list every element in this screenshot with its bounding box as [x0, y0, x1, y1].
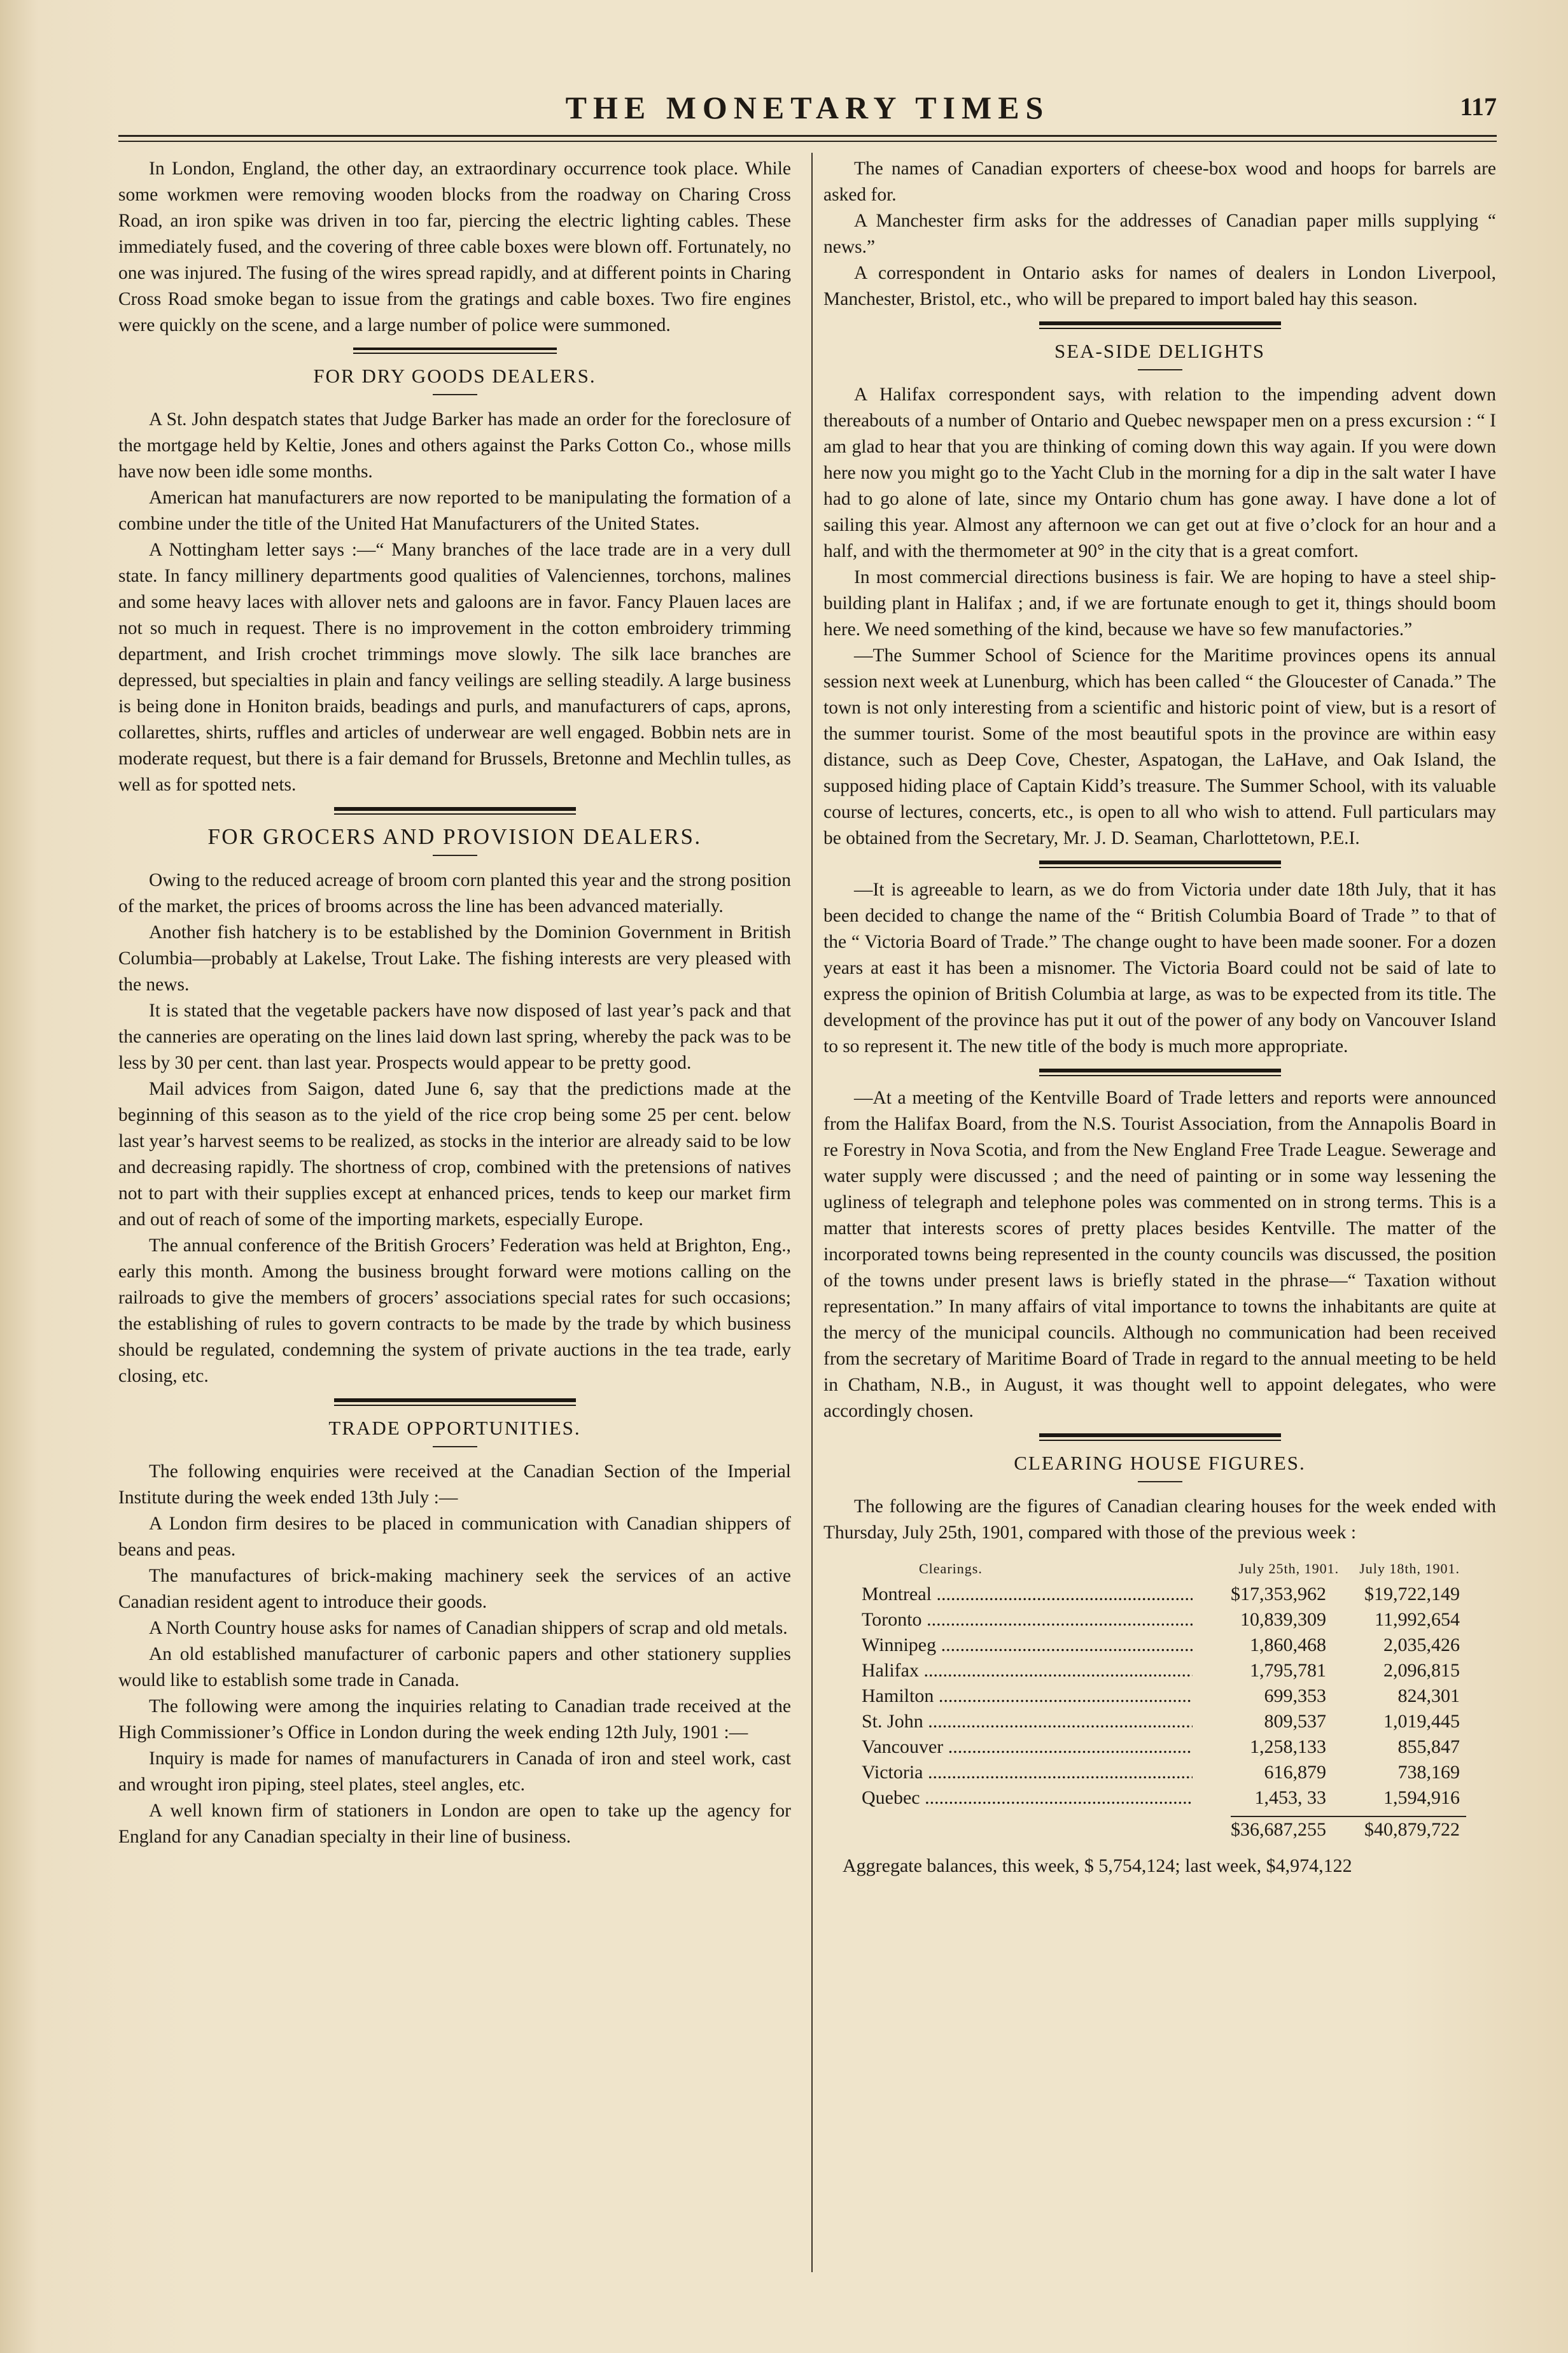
paragraph: Owing to the reduced acreage of broom corn planted this year and the strong position of the market, the prices of brooms across the line has been advanced materially.	[118, 870, 791, 917]
paragraph: The annual conference of the British Grocers’ Federation was held at Brighton, Eng., early this month. Among the business brought forward were motions calling on the railroads to give the members of grocers’ associations special rates for such occasions; the establishing of rules to govern contracts to be made by the trade by which business should be regulated, condemning the system of private auctions in the tea trade, early closing, etc.	[118, 1235, 791, 1386]
value-previous: $19,722,149	[1364, 1584, 1460, 1605]
city-name: St. John .....	[862, 1709, 1193, 1734]
left-column	[118, 156, 791, 1850]
paragraph: American hat manufacturers are now reported to be manipulating the formation of a combine under the title of the United Hat Manufacturers of the United States.	[118, 488, 791, 534]
heading-dash	[433, 855, 477, 856]
value-previous: 824,301	[1397, 1685, 1460, 1706]
total-current: $36,687,255	[1231, 1819, 1326, 1840]
paragraph: A London firm desires to be placed in communication with Canadian shippers of beans and peas.	[118, 1514, 791, 1560]
section-rule	[1039, 321, 1281, 329]
value-previous: 855,847	[1397, 1736, 1460, 1757]
publication-title: THE MONETARY TIMES	[565, 90, 1050, 125]
table-row	[862, 1607, 1460, 1633]
table-row	[862, 1582, 1460, 1607]
paragraph: A Nottingham letter says :—“ Many branches of the lace trade are in a very dull state. In fancy millinery departments good qualities of Valenciennes, torchons, malines and some heavy laces with allover nets and galoons are in favor. Fancy Plauen laces are not so much in request. There is no improvement in the cotton embroidery trimming department, and Irish crochet trimmings move slowly. The silk lace branches are depressed, but specialties in plain and fancy veilings are selling steadily. A large business is being done in Honiton braids, beadings and purls, and manufacturers of caps, aprons, collarettes, shirts, ruffles and articles of underwear are well engaged. Bobbin nets are in moderate request, but there is a fair demand for Brussels, Bretonne and Mechlin tulles, as well as for spotted nets.	[118, 540, 791, 795]
city-name: Victoria .....	[862, 1760, 1193, 1785]
heading-dash	[1138, 369, 1182, 370]
table-row	[862, 1658, 1460, 1683]
masthead	[118, 89, 1497, 127]
paragraph: A Halifax correspondent says, with relation to the impending advent down thereabouts of a number of Ontario and Quebec newspaper men on a press excursion : “ I am glad to hear that you are thinking of coming down this way again. If you were down here now you might go to the Yacht Club in the morning for a dip in the salt water I have had to go alone of late, since my Ontario chum has gone away. I have done a lot of sailing this year. Almost any afternoon we can get out at five o’clock for an hour and a half, and with the thermometer at 90° in the city that is a great comfort.	[823, 384, 1496, 561]
paragraph: The following enquiries were received at the Canadian Section of the Imperial Institute during the week ended 13th July :—	[118, 1461, 791, 1508]
city-name: Montreal .....	[862, 1582, 1193, 1607]
paragraph: Another fish hatchery is to be established by the Dominion Government in British Columbia—probably at Lakelse, Trout Lake. The fishing interests are very pleased with the news.	[118, 922, 791, 995]
city-name: Toronto .....	[862, 1607, 1193, 1633]
table-row	[862, 1785, 1460, 1811]
section-heading: CLEARING HOUSE FIGURES.	[1014, 1452, 1306, 1474]
paragraph: —The Summer School of Science for the Maritime provinces opens its annual session next week at Lunenburg, which has been called “ the Gloucester of Canada.” The town is not only interesting from a scientific and historic point of view, but is a resort of the summer tourist. Some of the most beautiful spots in the province are within easy distance, such as Deep Cove, Chester, Aspatogan, the LaHave, and Oak Island, the supposed hiding place of Captain Kidd’s treasure. The Summer School, with its valuable course of lectures, concerts, etc., is open to all who wish to attend. Full particulars may be obtained from the Secretary, Mr. J. D. Seaman, Charlottetown, P.E.I.	[823, 645, 1496, 848]
table-header-row	[862, 1556, 1460, 1582]
value-previous: 11,992,654	[1375, 1609, 1460, 1630]
value-previous: 1,019,445	[1383, 1711, 1460, 1732]
clearing-table	[862, 1556, 1460, 1843]
table-row	[862, 1709, 1460, 1734]
paragraph: In most commercial directions business is fair. We are hoping to have a steel ship-building plant in Halifax ; and, if we are fortunate enough to get it, things should boom here. We need something of the kind, because we have so few manufactories.”	[823, 567, 1496, 640]
right-column	[823, 156, 1496, 1879]
paragraph: The names of Canadian exporters of cheese-box wood and hoops for barrels are asked for.	[823, 158, 1496, 205]
paragraph: The following were among the inquiries relating to Canadian trade received at the High Commissioner’s Office in London during the week ending 12th July, 1901 :—	[118, 1696, 791, 1743]
section-rule	[353, 348, 557, 354]
header-rule-thin	[118, 141, 1497, 142]
heading-dash	[1138, 1481, 1182, 1482]
clearing-intro: The following are the figures of Canadian clearing houses for the week ended with Thursday, July 25th, 1901, compared with those of the previous week :	[823, 1496, 1496, 1543]
table-row	[862, 1760, 1460, 1785]
column-header: July 25th, 1901.	[1238, 1561, 1340, 1577]
totals-row	[862, 1817, 1460, 1843]
section-rule	[1039, 1069, 1281, 1076]
city-name: Hamilton .....	[862, 1683, 1193, 1709]
paragraph: Mail advices from Saigon, dated June 6, say that the predictions made at the beginning of this season as to the yield of the rice crop being some 25 per cent. below last year’s harvest seems to be realized, as stocks in the interior are already said to be low and decreasing rapidly. The shortness of crop, combined with the pretensions of natives not to part with their supplies except at enhanced prices, tends to keep our market firm and out of reach of some of the importing markets, especially Europe.	[118, 1079, 791, 1230]
section-rule	[1039, 860, 1281, 868]
aggregate-balances: Aggregate balances, this week, $ 5,754,124; last week, $4,974,122	[843, 1855, 1352, 1876]
column-header: Clearings.	[919, 1561, 983, 1577]
value-current: 616,879	[1264, 1762, 1326, 1783]
heading-dash	[433, 1446, 477, 1447]
city-name: Halifax .....	[862, 1658, 1193, 1683]
value-previous: 2,096,815	[1383, 1660, 1460, 1681]
value-current: 809,537	[1264, 1711, 1326, 1732]
paragraph: The manufactures of brick-making machinery seek the services of an active Canadian resident agent to introduce their goods.	[118, 1566, 791, 1612]
paragraph: A St. John despatch states that Judge Barker has made an order for the foreclosure of the mortgage held by Keltie, Jones and others against the Parks Cotton Co., whose mills have now been idle some months.	[118, 409, 791, 482]
heading-dash	[433, 394, 477, 395]
page-number: 117	[1460, 92, 1497, 121]
paragraph: An old established manufacturer of carbonic papers and other stationery supplies would like to establish some trade in Canada.	[118, 1644, 791, 1690]
value-current: 1,453, 33	[1254, 1787, 1326, 1808]
value-previous: 1,594,916	[1383, 1787, 1460, 1808]
header-rule	[118, 135, 1497, 137]
section-heading: TRADE OPPORTUNITIES.	[328, 1417, 581, 1439]
paragraph: A well known firm of stationers in London are open to take up the agency for England for any Canadian specialty in their line of business.	[118, 1801, 791, 1847]
value-current: 699,353	[1264, 1685, 1326, 1706]
paragraph: A Manchester firm asks for the addresses of Canadian paper mills supplying “ news.”	[823, 211, 1496, 257]
city-name: Vancouver .....	[862, 1734, 1193, 1760]
section-rule	[1039, 1433, 1281, 1441]
value-current: $17,353,962	[1231, 1584, 1326, 1605]
value-current: 1,860,468	[1250, 1634, 1326, 1655]
column-divider	[811, 153, 813, 2272]
value-previous: 2,035,426	[1383, 1634, 1460, 1655]
value-current: 1,795,781	[1250, 1660, 1326, 1681]
totals-spacer	[862, 1817, 1193, 1843]
paragraph: It is stated that the vegetable packers have now disposed of last year’s pack and that the canneries are operating on the lines laid down last spring, whereby the pack was to be less by 30 per cent. than last year. Prospects would appear to be pretty good.	[118, 1001, 791, 1073]
total-previous: $40,879,722	[1364, 1819, 1460, 1840]
column-header: July 18th, 1901.	[1359, 1561, 1460, 1577]
value-previous: 738,169	[1397, 1762, 1460, 1783]
section-rule	[334, 807, 576, 815]
table-row	[862, 1734, 1460, 1760]
paragraph: Inquiry is made for names of manufacturers in Canada of iron and steel work, cast and wrought iron piping, steel plates, steel angles, etc.	[118, 1748, 791, 1795]
city-name: Winnipeg .....	[862, 1633, 1193, 1658]
section-heading: FOR DRY GOODS DEALERS.	[313, 365, 596, 387]
paragraph: A North Country house asks for names of Canadian shippers of scrap and old metals.	[149, 1618, 788, 1638]
value-current: 10,839,309	[1240, 1609, 1326, 1630]
city-name: Quebec .....	[862, 1785, 1193, 1811]
kentville-paragraph: —At a meeting of the Kentville Board of Trade letters and reports were announced from the Halifax Board, from the N.S. Tourist Association, from the Annapolis Board in re Forestry in Nova Scotia, and from the New England Free Trade League. Sewerage and water supply were discussed ; and the need of painting or in some way lessening the ugliness of telegraph and telephone poles was commented on in strong terms. This is a matter that interests scores of pretty places besides Kentville. The matter of the incorporated towns being represented in the county councils was discussed, the position of the towns under present laws is briefly stated in the phrase—“ Taxation without representation.” In many affairs of vital importance to towns the inhabitants are quite at the mercy of the municipal councils. Although no communication had been received from the secretary of Maritime Board of Trade in regard to the annual meeting to be held in Chatham, N.B., in August, it was thought well to appoint delegates, who were accordingly chosen.	[823, 1088, 1496, 1421]
table-row	[862, 1633, 1460, 1658]
victoria-paragraph: —It is agreeable to learn, as we do from Victoria under date 18th July, that it has been decided to change the name of the “ British Columbia Board of Trade ” to that of the “ Victoria Board of Trade.” The change ought to have been made sooner. For a dozen years at east it has been a misnomer. The Victoria Board could not be said of late to express the opinion of British Columbia at large, as was to be expected from its title. The development of the province has put it out of the power of any body on Vancouver Island to so represent it. The new title of the body is much more appropriate.	[823, 880, 1496, 1057]
section-heading: FOR GROCERS AND PROVISION DEALERS.	[207, 824, 702, 849]
section-rule	[334, 1398, 576, 1406]
section-heading: SEA-SIDE DELIGHTS	[1054, 340, 1266, 362]
paragraph: A correspondent in Ontario asks for names of dealers in London Liverpool, Manchester, Bristol, etc., who will be prepared to import baled hay this season.	[823, 263, 1496, 309]
value-current: 1,258,133	[1250, 1736, 1326, 1757]
table-row	[862, 1683, 1460, 1709]
intro-paragraph: In London, England, the other day, an extraordinary occurrence took place. While some workmen were removing wooden blocks from the roadway on Charing Cross Road, an iron spike was driven in too far, piercing the electric lighting cables. These immediately fused, and the covering of three cable boxes were blown off. Fortunately, no one was injured. The fusing of the wires spread rapidly, and at different points in Charing Cross Road smoke began to issue from the gratings and cable boxes. Two fire engines were quickly on the scene, and a large number of police were summoned.	[118, 158, 791, 335]
